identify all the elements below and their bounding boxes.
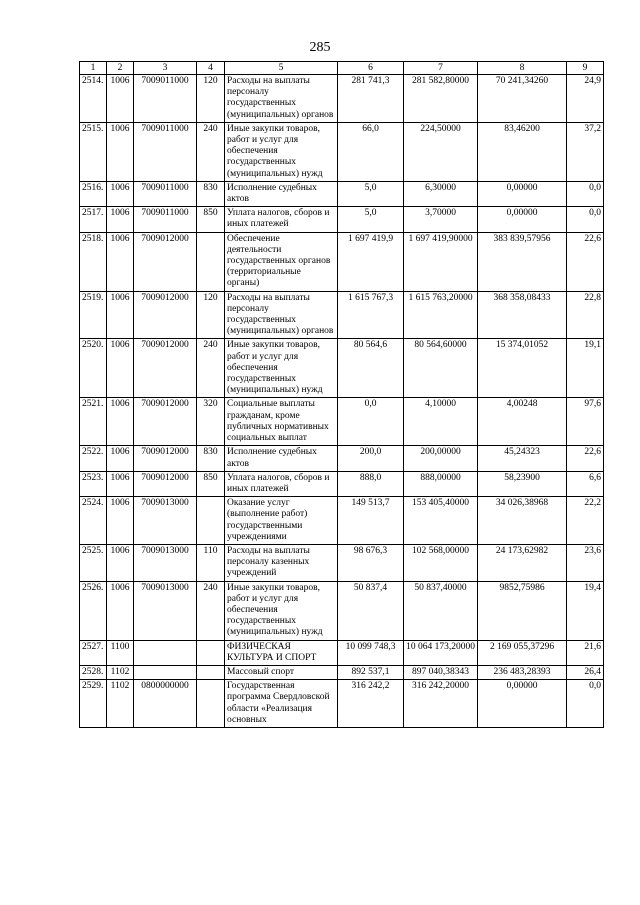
expense-type-cell — [197, 232, 225, 291]
approved-amount-cell: 10 099 748,3 — [338, 640, 404, 665]
expense-type-cell — [197, 640, 225, 665]
revised-amount-cell: 1 615 763,20000 — [404, 291, 478, 339]
table-row — [80, 181, 604, 206]
revised-amount-cell: 1 697 419,90000 — [404, 232, 478, 291]
row-number-cell: 2525. — [80, 544, 107, 581]
execution-percent-cell: 97,6 — [567, 398, 604, 446]
revised-amount-cell: 10 064 173,20000 — [404, 640, 478, 665]
row-number-cell: 2515. — [80, 122, 107, 181]
executed-amount-cell: 2 169 055,37296 — [478, 640, 567, 665]
expense-type-cell: 850 — [197, 471, 225, 496]
table-row — [80, 291, 604, 339]
table-row — [80, 232, 604, 291]
item-name-cell: Иные закупки товаров, работ и услуг для обеспечения государственных (муниципальных) нужд — [225, 339, 338, 398]
execution-percent-cell: 19,4 — [567, 581, 604, 640]
table-row — [80, 680, 604, 728]
row-number-cell: 2529. — [80, 680, 107, 728]
item-name-cell: Расходы на выплаты персоналу государственных (муниципальных) органов — [225, 75, 338, 123]
table-header-row — [80, 62, 604, 75]
expense-type-cell: 830 — [197, 181, 225, 206]
row-number-cell: 2527. — [80, 640, 107, 665]
revised-amount-cell: 6,30000 — [404, 181, 478, 206]
executed-amount-cell: 368 358,08433 — [478, 291, 567, 339]
table-row — [80, 471, 604, 496]
expense-type-cell — [197, 665, 225, 679]
target-code-cell — [134, 640, 197, 665]
table-row — [80, 446, 604, 471]
executed-amount-cell: 70 241,34260 — [478, 75, 567, 123]
section-code-cell: 1006 — [107, 291, 134, 339]
item-name-cell: Исполнение судебных актов — [225, 446, 338, 471]
target-code-cell: 7009013000 — [134, 544, 197, 581]
page-number: 285 — [309, 40, 331, 55]
approved-amount-cell: 66,0 — [338, 122, 404, 181]
row-number-cell: 2514. — [80, 75, 107, 123]
row-number-cell: 2519. — [80, 291, 107, 339]
execution-percent-cell: 0,0 — [567, 181, 604, 206]
revised-amount-cell: 3,70000 — [404, 207, 478, 232]
executed-amount-cell: 9852,75986 — [478, 581, 567, 640]
executed-amount-cell: 24 173,62982 — [478, 544, 567, 581]
approved-amount-cell: 200,0 — [338, 446, 404, 471]
target-code-cell: 7009013000 — [134, 497, 197, 545]
row-number-cell: 2520. — [80, 339, 107, 398]
section-code-cell: 1006 — [107, 232, 134, 291]
item-name-cell: Иные закупки товаров, работ и услуг для обеспечения государственных (муниципальных) нужд — [225, 122, 338, 181]
section-code-cell: 1006 — [107, 339, 134, 398]
executed-amount-cell: 83,46200 — [478, 122, 567, 181]
table-body — [80, 75, 604, 728]
item-name-cell: Расходы на выплаты персоналу государственных (муниципальных) органов — [225, 291, 338, 339]
execution-percent-cell: 0,0 — [567, 207, 604, 232]
revised-amount-cell: 153 405,40000 — [404, 497, 478, 545]
approved-amount-cell: 892 537,1 — [338, 665, 404, 679]
item-name-cell: Государственная программа Свердловской области «Реализация основных — [225, 680, 338, 728]
execution-percent-cell: 23,6 — [567, 544, 604, 581]
execution-percent-cell: 6,6 — [567, 471, 604, 496]
execution-percent-cell: 21,6 — [567, 640, 604, 665]
row-number-cell: 2521. — [80, 398, 107, 446]
section-code-cell: 1006 — [107, 446, 134, 471]
column-header: 9 — [567, 62, 604, 75]
item-name-cell: ФИЗИЧЕСКАЯ КУЛЬТУРА И СПОРТ — [225, 640, 338, 665]
column-header: 4 — [197, 62, 225, 75]
target-code-cell: 7009011000 — [134, 122, 197, 181]
target-code-cell: 0800000000 — [134, 680, 197, 728]
revised-amount-cell: 281 582,80000 — [404, 75, 478, 123]
expense-type-cell: 830 — [197, 446, 225, 471]
section-code-cell: 1006 — [107, 471, 134, 496]
section-code-cell: 1006 — [107, 181, 134, 206]
executed-amount-cell: 383 839,57956 — [478, 232, 567, 291]
approved-amount-cell: 1 697 419,9 — [338, 232, 404, 291]
section-code-cell: 1006 — [107, 75, 134, 123]
item-name-cell: Оказание услуг (выполнение работ) государственными учреждениями — [225, 497, 338, 545]
section-code-cell: 1006 — [107, 581, 134, 640]
expense-type-cell: 240 — [197, 122, 225, 181]
table-row — [80, 339, 604, 398]
executed-amount-cell: 0,00000 — [478, 207, 567, 232]
row-number-cell: 2528. — [80, 665, 107, 679]
execution-percent-cell: 22,6 — [567, 232, 604, 291]
item-name-cell: Уплата налогов, сборов и иных платежей — [225, 471, 338, 496]
revised-amount-cell: 888,00000 — [404, 471, 478, 496]
approved-amount-cell: 149 513,7 — [338, 497, 404, 545]
table-row — [80, 544, 604, 581]
expense-type-cell: 120 — [197, 75, 225, 123]
revised-amount-cell: 80 564,60000 — [404, 339, 478, 398]
approved-amount-cell: 50 837,4 — [338, 581, 404, 640]
revised-amount-cell: 897 040,38343 — [404, 665, 478, 679]
section-code-cell: 1006 — [107, 122, 134, 181]
executed-amount-cell: 236 483,28393 — [478, 665, 567, 679]
approved-amount-cell: 888,0 — [338, 471, 404, 496]
table-row — [80, 497, 604, 545]
item-name-cell: Расходы на выплаты персоналу казенных учреждений — [225, 544, 338, 581]
target-code-cell: 7009011000 — [134, 75, 197, 123]
expense-type-cell: 110 — [197, 544, 225, 581]
row-number-cell: 2524. — [80, 497, 107, 545]
column-header: 2 — [107, 62, 134, 75]
executed-amount-cell: 45,24323 — [478, 446, 567, 471]
executed-amount-cell: 15 374,01052 — [478, 339, 567, 398]
execution-percent-cell: 0,0 — [567, 680, 604, 728]
approved-amount-cell: 80 564,6 — [338, 339, 404, 398]
executed-amount-cell: 4,00248 — [478, 398, 567, 446]
revised-amount-cell: 102 568,00000 — [404, 544, 478, 581]
row-number-cell: 2518. — [80, 232, 107, 291]
target-code-cell: 7009011000 — [134, 181, 197, 206]
target-code-cell: 7009013000 — [134, 581, 197, 640]
execution-percent-cell: 37,2 — [567, 122, 604, 181]
row-number-cell: 2522. — [80, 446, 107, 471]
section-code-cell: 1006 — [107, 207, 134, 232]
execution-percent-cell: 19,1 — [567, 339, 604, 398]
expense-type-cell: 120 — [197, 291, 225, 339]
section-code-cell: 1006 — [107, 544, 134, 581]
item-name-cell: Массовый спорт — [225, 665, 338, 679]
column-header: 7 — [404, 62, 478, 75]
executed-amount-cell: 0,00000 — [478, 680, 567, 728]
section-code-cell: 1100 — [107, 640, 134, 665]
item-name-cell: Иные закупки товаров, работ и услуг для обеспечения государственных (муниципальных) нужд — [225, 581, 338, 640]
approved-amount-cell: 0,0 — [338, 398, 404, 446]
section-code-cell: 1006 — [107, 398, 134, 446]
target-code-cell: 7009011000 — [134, 207, 197, 232]
revised-amount-cell: 200,00000 — [404, 446, 478, 471]
item-name-cell: Исполнение судебных актов — [225, 181, 338, 206]
expense-type-cell: 240 — [197, 339, 225, 398]
expense-type-cell — [197, 680, 225, 728]
expense-type-cell: 240 — [197, 581, 225, 640]
column-header: 6 — [338, 62, 404, 75]
target-code-cell: 7009012000 — [134, 398, 197, 446]
revised-amount-cell: 316 242,20000 — [404, 680, 478, 728]
target-code-cell: 7009012000 — [134, 232, 197, 291]
section-code-cell: 1102 — [107, 680, 134, 728]
item-name-cell: Уплата налогов, сборов и иных платежей — [225, 207, 338, 232]
expense-type-cell: 850 — [197, 207, 225, 232]
table-row — [80, 581, 604, 640]
executed-amount-cell: 0,00000 — [478, 181, 567, 206]
expense-type-cell — [197, 497, 225, 545]
target-code-cell: 7009012000 — [134, 339, 197, 398]
column-header: 5 — [225, 62, 338, 75]
section-code-cell: 1006 — [107, 497, 134, 545]
target-code-cell: 7009012000 — [134, 471, 197, 496]
approved-amount-cell: 5,0 — [338, 207, 404, 232]
target-code-cell: 7009012000 — [134, 446, 197, 471]
column-header: 8 — [478, 62, 567, 75]
table-row — [80, 75, 604, 123]
column-header: 3 — [134, 62, 197, 75]
target-code-cell: 7009012000 — [134, 291, 197, 339]
revised-amount-cell: 50 837,40000 — [404, 581, 478, 640]
table-row — [80, 398, 604, 446]
item-name-cell: Обеспечение деятельности государственных органов (территориальные органы) — [225, 232, 338, 291]
revised-amount-cell: 224,50000 — [404, 122, 478, 181]
approved-amount-cell: 281 741,3 — [338, 75, 404, 123]
table-row — [80, 665, 604, 679]
table-row — [80, 207, 604, 232]
execution-percent-cell: 22,6 — [567, 446, 604, 471]
execution-percent-cell: 24,9 — [567, 75, 604, 123]
row-number-cell: 2517. — [80, 207, 107, 232]
row-number-cell: 2516. — [80, 181, 107, 206]
table-row — [80, 122, 604, 181]
target-code-cell — [134, 665, 197, 679]
table-row — [80, 640, 604, 665]
execution-percent-cell: 22,8 — [567, 291, 604, 339]
row-number-cell: 2523. — [80, 471, 107, 496]
approved-amount-cell: 316 242,2 — [338, 680, 404, 728]
execution-percent-cell: 26,4 — [567, 665, 604, 679]
approved-amount-cell: 98 676,3 — [338, 544, 404, 581]
executed-amount-cell: 34 026,38968 — [478, 497, 567, 545]
column-header: 1 — [80, 62, 107, 75]
approved-amount-cell: 1 615 767,3 — [338, 291, 404, 339]
revised-amount-cell: 4,10000 — [404, 398, 478, 446]
section-code-cell: 1102 — [107, 665, 134, 679]
execution-percent-cell: 22,2 — [567, 497, 604, 545]
approved-amount-cell: 5,0 — [338, 181, 404, 206]
budget-table — [79, 61, 604, 728]
executed-amount-cell: 58,23900 — [478, 471, 567, 496]
item-name-cell: Социальные выплаты гражданам, кроме публичных нормативных социальных выплат — [225, 398, 338, 446]
expense-type-cell: 320 — [197, 398, 225, 446]
row-number-cell: 2526. — [80, 581, 107, 640]
